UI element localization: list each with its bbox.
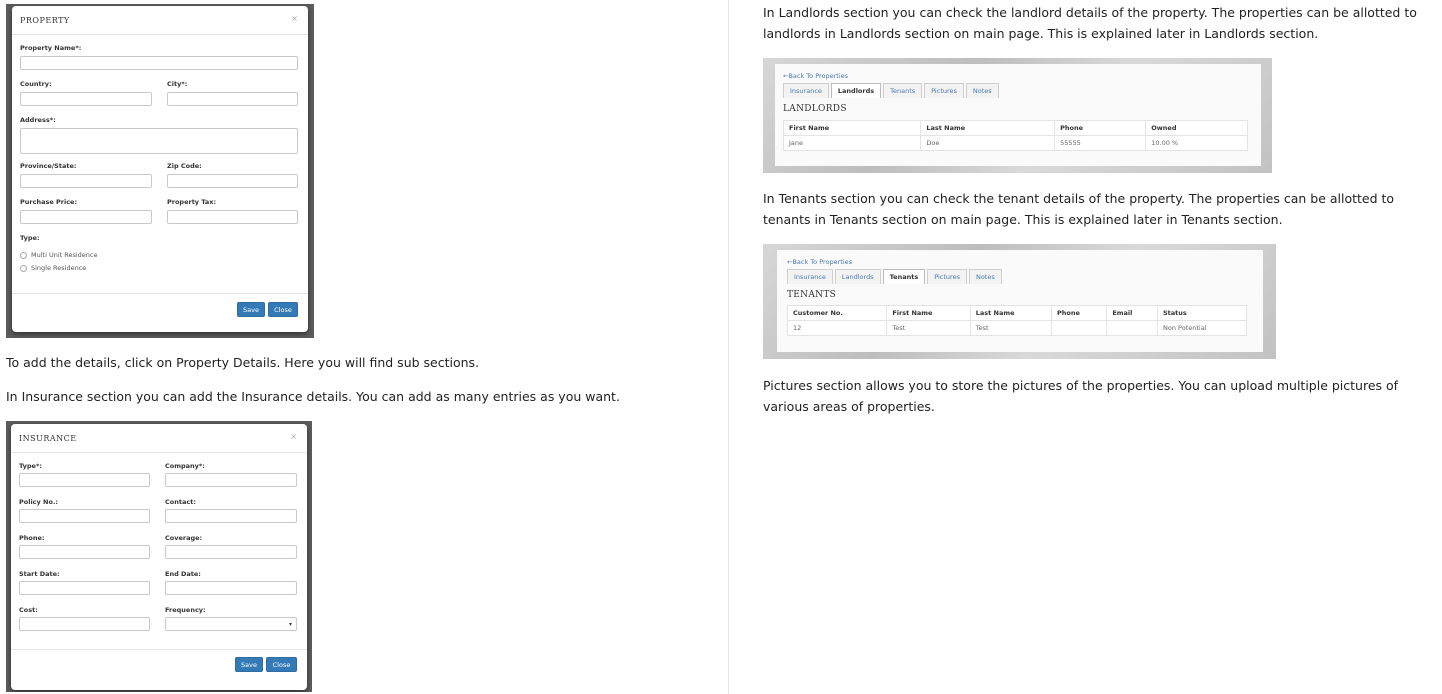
tab-insurance[interactable]: Insurance bbox=[787, 269, 833, 284]
column-header: Email bbox=[1107, 306, 1158, 321]
city-input[interactable] bbox=[167, 92, 298, 106]
table-row[interactable] bbox=[784, 136, 1248, 151]
contact-label: Contact: bbox=[165, 498, 196, 506]
paragraph-tenants: In Tenants section you can check the tenant details of the property. The properties can be allotted to tenants in Tenants section on main page. This is explained later in Tenants section. bbox=[763, 191, 1395, 227]
table-header-row bbox=[788, 306, 1247, 321]
page-divider bbox=[728, 0, 729, 694]
radio-label: Single Residence bbox=[31, 264, 87, 272]
tenants-screenshot bbox=[763, 244, 1276, 359]
contact-input[interactable] bbox=[165, 509, 297, 523]
column-header: Last Name bbox=[970, 306, 1051, 321]
tab-bar bbox=[783, 83, 1001, 98]
back-to-properties-link[interactable]: ←Back To Properties bbox=[783, 72, 849, 80]
table-cell: Non Potential bbox=[1158, 321, 1247, 336]
table-cell: Jane bbox=[784, 136, 921, 151]
paragraph-property-details: To add the details, click on Property Details. Here you will find sub sections. bbox=[6, 355, 480, 370]
tab-landlords[interactable]: Landlords bbox=[831, 83, 881, 98]
table-cell bbox=[1051, 321, 1106, 336]
back-to-properties-link[interactable]: ←Back To Properties bbox=[787, 258, 853, 266]
purchase-price-input[interactable] bbox=[20, 210, 152, 224]
table-cell: 12 bbox=[788, 321, 887, 336]
type-label: Type: bbox=[20, 234, 40, 242]
close-button[interactable]: Close bbox=[266, 657, 297, 672]
address-textarea[interactable] bbox=[20, 128, 298, 154]
property-tax-label: Property Tax: bbox=[167, 198, 217, 206]
close-icon[interactable]: × bbox=[290, 432, 297, 441]
modal-title: INSURANCE bbox=[19, 434, 77, 443]
insurance-modal-screenshot bbox=[6, 421, 312, 692]
table-cell: Test bbox=[970, 321, 1051, 336]
table-cell: Doe bbox=[921, 136, 1055, 151]
tab-insurance[interactable]: Insurance bbox=[783, 83, 829, 98]
tenants-panel bbox=[777, 250, 1263, 352]
tab-pictures[interactable]: Pictures bbox=[927, 269, 967, 284]
company-input[interactable] bbox=[165, 473, 297, 487]
city-label: City*: bbox=[167, 80, 188, 88]
section-heading: LANDLORDS bbox=[783, 104, 847, 114]
end-date-input[interactable] bbox=[165, 581, 297, 595]
cost-input[interactable] bbox=[19, 617, 150, 631]
save-button[interactable]: Save bbox=[235, 657, 263, 672]
column-header: Customer No. bbox=[788, 306, 887, 321]
policy-no-label: Policy No.: bbox=[19, 498, 59, 506]
phone-label: Phone: bbox=[19, 534, 45, 542]
paragraph-pictures: Pictures section allows you to store the pictures of the properties. You can upload multiple pictures of various areas of properties. bbox=[763, 378, 1399, 414]
start-date-input[interactable] bbox=[19, 581, 150, 595]
save-button[interactable]: Save bbox=[237, 302, 265, 317]
section-heading: TENANTS bbox=[787, 290, 837, 300]
company-label: Company*: bbox=[165, 462, 205, 470]
tab-tenants[interactable]: Tenants bbox=[883, 83, 922, 98]
column-header: Status bbox=[1158, 306, 1247, 321]
type-label: Type*: bbox=[19, 462, 42, 470]
radio-label: Multi Unit Residence bbox=[31, 251, 98, 259]
landlords-table bbox=[783, 120, 1248, 151]
table-cell bbox=[1107, 321, 1158, 336]
tab-tenants[interactable]: Tenants bbox=[883, 269, 926, 284]
tab-notes[interactable]: Notes bbox=[969, 269, 1002, 284]
column-header: Last Name bbox=[921, 121, 1055, 136]
paragraph-insurance: In Insurance section you can add the Insurance details. You can add as many entries as you want. bbox=[6, 389, 620, 404]
type-input[interactable] bbox=[19, 473, 150, 487]
close-button[interactable]: Close bbox=[268, 302, 298, 317]
column-header: Owned bbox=[1146, 121, 1248, 136]
country-label: Country: bbox=[20, 80, 52, 88]
end-date-label: End Date: bbox=[165, 570, 201, 578]
table-cell: Test bbox=[887, 321, 970, 336]
radio-multi-unit[interactable] bbox=[20, 251, 98, 259]
coverage-label: Coverage: bbox=[165, 534, 203, 542]
coverage-input[interactable] bbox=[165, 545, 297, 559]
tenants-table bbox=[787, 305, 1247, 336]
province-input[interactable] bbox=[20, 174, 152, 188]
policy-no-input[interactable] bbox=[19, 509, 150, 523]
frequency-select[interactable] bbox=[165, 617, 297, 631]
paragraph-landlords: In Landlords section you can check the landlord details of the property. The properties can be allotted to landlords in Landlords section on main page. This is explained later in Landlords section. bbox=[763, 5, 1417, 41]
radio-icon bbox=[20, 252, 27, 259]
property-name-input[interactable] bbox=[20, 56, 298, 70]
radio-icon bbox=[20, 265, 27, 272]
property-tax-input[interactable] bbox=[167, 210, 298, 224]
start-date-label: Start Date: bbox=[19, 570, 60, 578]
purchase-price-label: Purchase Price: bbox=[20, 198, 78, 206]
table-row[interactable] bbox=[788, 321, 1247, 336]
divider bbox=[11, 649, 307, 650]
landlords-panel bbox=[775, 64, 1261, 166]
table-cell: 55555 bbox=[1055, 136, 1146, 151]
tab-pictures[interactable]: Pictures bbox=[924, 83, 964, 98]
column-header: Phone bbox=[1055, 121, 1146, 136]
divider bbox=[12, 293, 308, 294]
column-header: First Name bbox=[887, 306, 970, 321]
column-header: First Name bbox=[784, 121, 921, 136]
zip-label: Zip Code: bbox=[167, 162, 202, 170]
property-name-label: Property Name*: bbox=[20, 44, 82, 52]
close-icon[interactable]: × bbox=[291, 14, 298, 23]
column-header: Phone bbox=[1051, 306, 1106, 321]
frequency-label: Frequency: bbox=[165, 606, 206, 614]
tab-landlords[interactable]: Landlords bbox=[835, 269, 881, 284]
tab-notes[interactable]: Notes bbox=[966, 83, 999, 98]
insurance-modal bbox=[11, 424, 307, 690]
table-header-row bbox=[784, 121, 1248, 136]
phone-input[interactable] bbox=[19, 545, 150, 559]
cost-label: Cost: bbox=[19, 606, 38, 614]
address-label: Address*: bbox=[20, 116, 56, 124]
divider bbox=[12, 34, 308, 35]
modal-title: PROPERTY bbox=[20, 16, 70, 25]
table-cell: 10.00 % bbox=[1146, 136, 1248, 151]
radio-single-residence[interactable] bbox=[20, 264, 86, 272]
property-modal-screenshot bbox=[6, 4, 314, 338]
divider bbox=[11, 452, 307, 453]
country-input[interactable] bbox=[20, 92, 152, 106]
property-modal bbox=[12, 6, 308, 332]
chevron-down-icon: ▾ bbox=[288, 621, 292, 628]
landlords-screenshot bbox=[763, 58, 1272, 173]
zip-input[interactable] bbox=[167, 174, 298, 188]
tab-bar bbox=[787, 269, 1004, 284]
province-label: Province/State: bbox=[20, 162, 77, 170]
